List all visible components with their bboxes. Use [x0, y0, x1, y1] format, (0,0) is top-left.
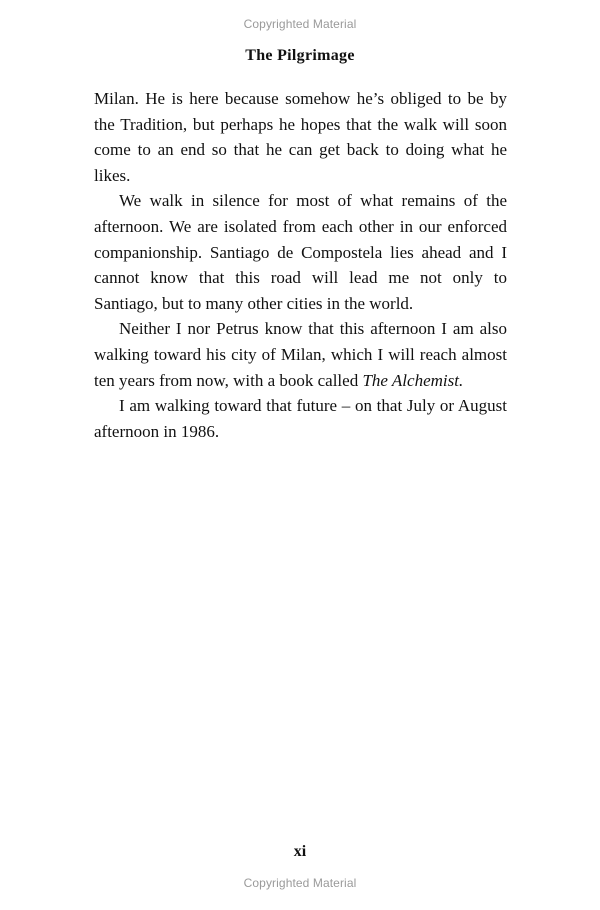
paragraph-3-text: Neither I nor Petrus know that this afternoon I am also walking toward his city of Milan, which I will reach almost ten years from now, with a book called	[94, 319, 507, 390]
book-title-italic: The Alchemist.	[362, 370, 464, 390]
copyright-watermark-bottom: Copyrighted Material	[243, 876, 357, 890]
paragraph-2: We walk in silence for most of what remains of the afternoon. We are isolated from each other in our enforced companionship. Santiago de Compostela lies ahead and I cannot know that this road will lead me not only to Santiago, but to many other cities in the world.	[94, 191, 507, 313]
page-number: xi	[293, 843, 307, 860]
paragraph-4: I am walking toward that future – on that July or August afternoon in 1986.	[94, 396, 507, 441]
paragraph-1: Milan. He is here because somehow he’s obliged to be by the Tradition, but perhaps he hopes that the walk will soon come to an end so that he can get back to doing what he likes.	[94, 89, 507, 185]
running-header-title: The Pilgrimage	[245, 47, 355, 64]
copyright-watermark-top: Copyrighted Material	[243, 17, 357, 31]
body-text	[94, 86, 507, 444]
paragraph-3	[94, 316, 507, 393]
